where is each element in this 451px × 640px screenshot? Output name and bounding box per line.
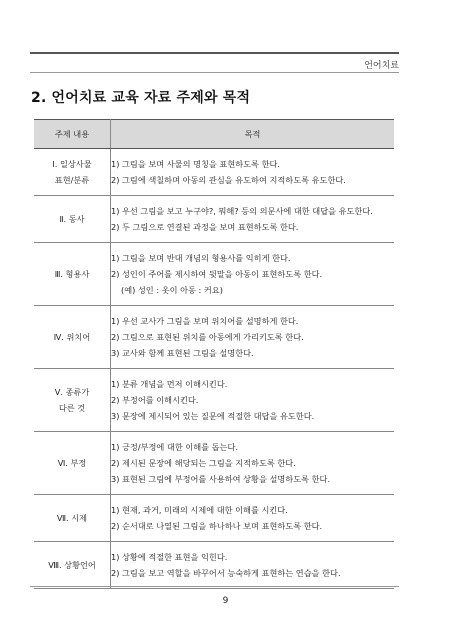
purpose-line: 1) 분류 개념을 먼저 이해시킨다. [111,379,228,389]
purpose-line: 2) 제시된 문장에 해당되는 그림을 지적하도록 한다. [111,458,296,468]
purpose-line: 1) 상황에 적절한 표현을 익힌다. [111,552,228,562]
table-row [34,196,394,243]
purpose-line: 3) 문장에 제시되어 있는 질문에 적절한 대답을 유도한다. [111,411,315,421]
table-body [34,149,394,589]
purpose-line: 2) 부정어를 이해시킨다. [111,395,199,405]
topic-line: 표현/분류 [54,175,90,185]
topic-line: Ⅴ. 종류가 [54,387,90,397]
purpose-cell [111,369,395,432]
topic-cell [34,369,111,432]
topic-cell [34,149,111,196]
topic-cell [34,196,111,243]
topic-cell [34,306,111,369]
topic-line: Ⅲ. 형용사 [54,269,90,279]
purpose-line: 1) 우선 그림을 보고 누구야?, 뭐해? 등의 의문사에 대한 대답을 유도한다. [111,206,373,216]
topic-line: Ⅷ. 상황언어 [48,560,96,570]
topic-line: Ⅶ. 시제 [56,513,88,523]
topic-purpose-table [34,119,394,589]
table-row [34,432,394,495]
purpose-line: 2) 두 그림으로 연결된 과정을 보며 표현하도록 한다. [111,222,299,232]
purpose-cell [111,149,395,196]
purpose-line: 2) 그림에 색칠하며 아동의 관심을 유도하여 지적하도록 유도한다. [111,175,346,185]
purpose-cell [111,542,395,589]
purpose-line: 2) 성인이 주어를 제시하여 뒷말을 아동이 표현하도록 한다. [111,269,323,279]
table-row [34,542,394,589]
topic-cell [34,542,111,589]
column-header-topic: 주제 내용 [34,120,111,149]
topic-cell [34,432,111,495]
topic-line: Ⅰ. 일상사물 [52,159,92,169]
footer-divider [30,586,399,587]
table-header-row [34,120,394,149]
section-title: 2. 언어치료 교육 자료 주제와 목적 [31,90,251,106]
table-row [34,243,394,306]
table-row [34,306,394,369]
table-row [34,149,394,196]
topic-line: Ⅵ. 부정 [57,458,87,468]
purpose-line: 1) 그림을 보며 사물의 명칭을 표현하도록 한다. [111,159,280,169]
purpose-line: 2) 순서대로 나열된 그림을 하나하나 보며 표현하도록 한다. [111,521,323,531]
top-rule [30,52,399,54]
topic-line: Ⅱ. 동사 [59,214,85,224]
purpose-cell [111,432,395,495]
purpose-line: 1) 긍정/부정에 대한 이해를 돕는다. [111,442,238,452]
page-number: 9 [222,596,229,606]
purpose-line: 3) 표현된 그림에 부정어를 사용하여 상황을 설명하도록 한다. [111,474,331,484]
purpose-line: 1) 우선 교사가 그림을 보며 위치어를 설명하게 한다. [111,316,299,326]
purpose-cell [111,495,395,542]
purpose-line: 2) 그림으로 표현된 위치를 아동에게 가리키도록 한다. [111,332,304,342]
purpose-line: (예) 성인 : 옷이 아동 : 커요) [121,285,223,295]
topic-line: Ⅳ. 위치어 [53,332,91,342]
purpose-cell [111,196,395,243]
purpose-line: 3) 교사와 함께 표현된 그림을 설명한다. [111,348,254,358]
purpose-line: 1) 현재, 과거, 미래의 시제에 대한 이해를 시킨다. [111,505,288,515]
purpose-line: 1) 그림을 보며 반대 개념의 형용사를 익히게 한다. [111,253,291,263]
column-header-purpose: 목적 [111,120,395,149]
running-head: 언어치료 [364,61,399,71]
purpose-cell [111,243,395,306]
purpose-line: 2) 그림을 보고 역할을 바꾸어서 능숙하게 표현하는 연습을 한다. [111,568,341,578]
header-divider [30,72,399,73]
purpose-cell [111,306,395,369]
topic-cell [34,495,111,542]
topic-cell [34,243,111,306]
topic-line: 다른 것 [58,403,86,413]
table-row [34,495,394,542]
table-row [34,369,394,432]
